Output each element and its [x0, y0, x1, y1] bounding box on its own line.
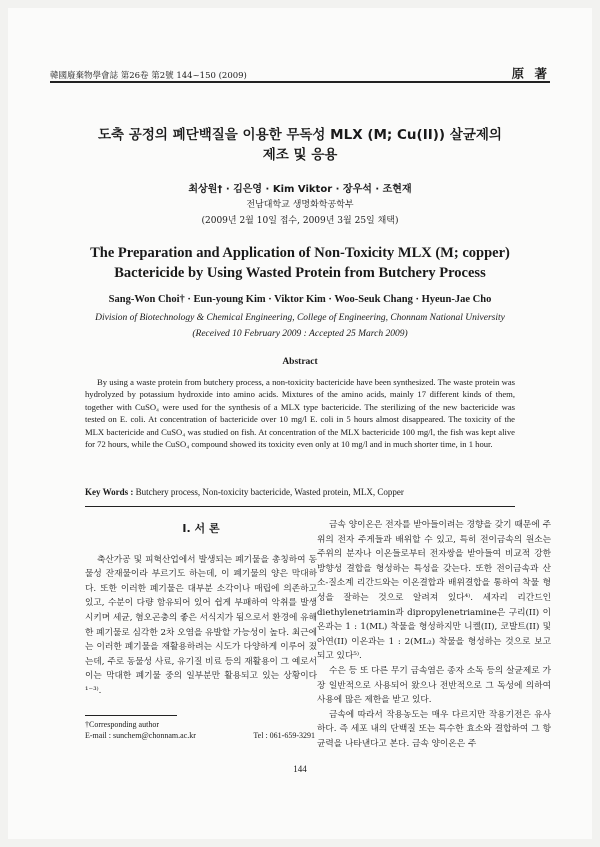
english-authors: Sang-Won Choi† · Eun-young Kim · Viktor Kim · Woo-Seuk Chang · Hyeun-Jae Cho: [108, 294, 492, 305]
page-number: 144: [293, 764, 307, 774]
english-title-line1: The Preparation and Application of Non-Toxicity MLX (M; copper): [90, 245, 510, 261]
abstract-rule: [85, 506, 515, 507]
abstract-body: [85, 376, 515, 450]
abstract-text: By using a waste protein from butchery process, a non-toxicity bactericide have been synthesized. The waste protein was hydrolyzed by potassium hydroxide into amino acids. Mixtures of the amino acids, mainly 17 different kinds of them, together with CuSO₄ were used for the synthesis of a MLX type bactericide. The sterilizing of the new bactericide was tested on E. coli. At concentration of bactericide over 10 mg/l E. coli in 5 hours almost disappeared. The toxicity of the MLX bactericide and CuSO₄ was studied on fish. At concentration of the MLX bactericide 100 mg/l, the fish was kept alive for 72 hours, while the CuSO₄ compound showed its toxicity even only at 10 mg/l and in much shorter time, in 1 hour.: [85, 377, 515, 450]
korean-authors: 최상원† · 김은영 · Kim Viktor · 장우석 · 조현재: [188, 184, 412, 195]
korean-title: [60, 125, 540, 165]
left-column: [85, 518, 317, 699]
abstract-heading: Abstract: [282, 357, 318, 367]
korean-title-line2: 제조 및 응용: [262, 147, 338, 163]
intro-paragraph-3: 수은 등 또 다른 무기 금속염은 종자 소독 등의 살균제로 가장 일반적으로 사용되어 왔으나 전반적으로 그 독성에 의하여 사용에 많은 제한을 받고 있다.: [317, 665, 551, 706]
korean-affiliation: 전남대학교 생명화학공학부: [246, 200, 354, 210]
footnote-rule: [85, 715, 177, 716]
intro-paragraph-1: 축산가공 및 피혁산업에서 발생되는 폐기물을 총칭하여 동물성 잔재물이라 부르기도 하는데, 이 폐기물의 양은 막대하다. 또한 이러한 폐기물은 대부분 소각이나 매립에 의존하고 있고, 수분이 다량 함유되어 있어 쉽게 부패하여 악취를 발생시키며 세균, 혐오곤충의 좋은 서식지가 됨으로서 환경에 유해한 폐기물로 심각한 2차 오염을 유발할 가능성이 높다. 최근에는 이러한 폐기물을 재활용하려는 시도가 다양하게 이루어 졌는데, 주로 동물성 사료, 유기질 비료 등의 재활용이 그 예로서 이는 막대한 폐기물 중의 일부분만 활용되고 있는 상황이다¹⁻³⁾.: [85, 554, 317, 696]
right-column: [317, 518, 551, 752]
header-rule: [50, 81, 550, 83]
english-title: [60, 243, 540, 283]
section-heading-introduction: I. 서 론: [182, 522, 220, 535]
keywords-text: Butchery process, Non-toxicity bactericide, Wasted protein, MLX, Copper: [135, 487, 404, 497]
footnote: [85, 719, 315, 741]
english-received-dates: (Received 10 February 2009 : Accepted 25 March 2009): [192, 329, 408, 339]
keywords-label: Key Words :: [85, 487, 134, 497]
english-title-line2: Bactericide by Using Wasted Protein from Butchery Process: [114, 265, 486, 281]
journal-citation: 韓國廢棄物學會誌 第26卷 第2號 144~150 (2009): [50, 71, 247, 81]
journal-header: [50, 64, 550, 82]
keywords: [85, 487, 515, 497]
korean-received-dates: (2009년 2월 10일 접수, 2009년 3월 25일 채택): [201, 216, 399, 226]
intro-paragraph-4: 금속에 따라서 작용농도는 매우 다르지만 작용기전은 유사하다. 즉 세포 내의 단백질 또는 특수한 효소와 결합하여 그 항균력을 나타낸다고 본다. 금속 양이온은 주: [317, 709, 551, 749]
english-affiliation: Division of Biotechnology & Chemical Engineering, College of Engineering, Chonnam National University: [95, 313, 505, 323]
footnote-corresponding: †Corresponding author: [85, 720, 159, 729]
korean-title-line1: 도축 공정의 폐단백질을 이용한 무독성 MLX (M; Cu(II)) 살균제의: [98, 127, 502, 143]
article-type-label: 原 著: [511, 66, 550, 81]
intro-paragraph-2: 금속 양이온은 전자를 받아들이려는 경향을 갖기 때문에 주위의 전자 주게들과 배위할 수 있고, 특히 전이금속의 원소는 주위의 분자나 이온들로부터 전자쌍을 받아들여 비교적 강한 방향성 결합을 형성하는 특성을 갖는다. 또한 전이금속과 산소-질소계 리간드와는 이온결합과 배위결합을 통하여 착물 형성을 잘하는 것으로 알려져 있다⁴⁾. 세자리 리간드인 diethylenetriamin과 dipropylenetriamine은 구리(II) 이온과는 1 : 1(ML) 착물을 형성하지만 니켈(II), 코발트(II) 및 아연(II) 이온과는 1 : 2(ML₂) 착물을 형성하는 것으로 보고되고 있다⁵⁾.: [317, 520, 551, 662]
footnote-email: E-mail : sunchem@chonnam.ac.kr: [85, 731, 196, 740]
footnote-tel: Tel : 061-659-3291: [253, 731, 315, 740]
